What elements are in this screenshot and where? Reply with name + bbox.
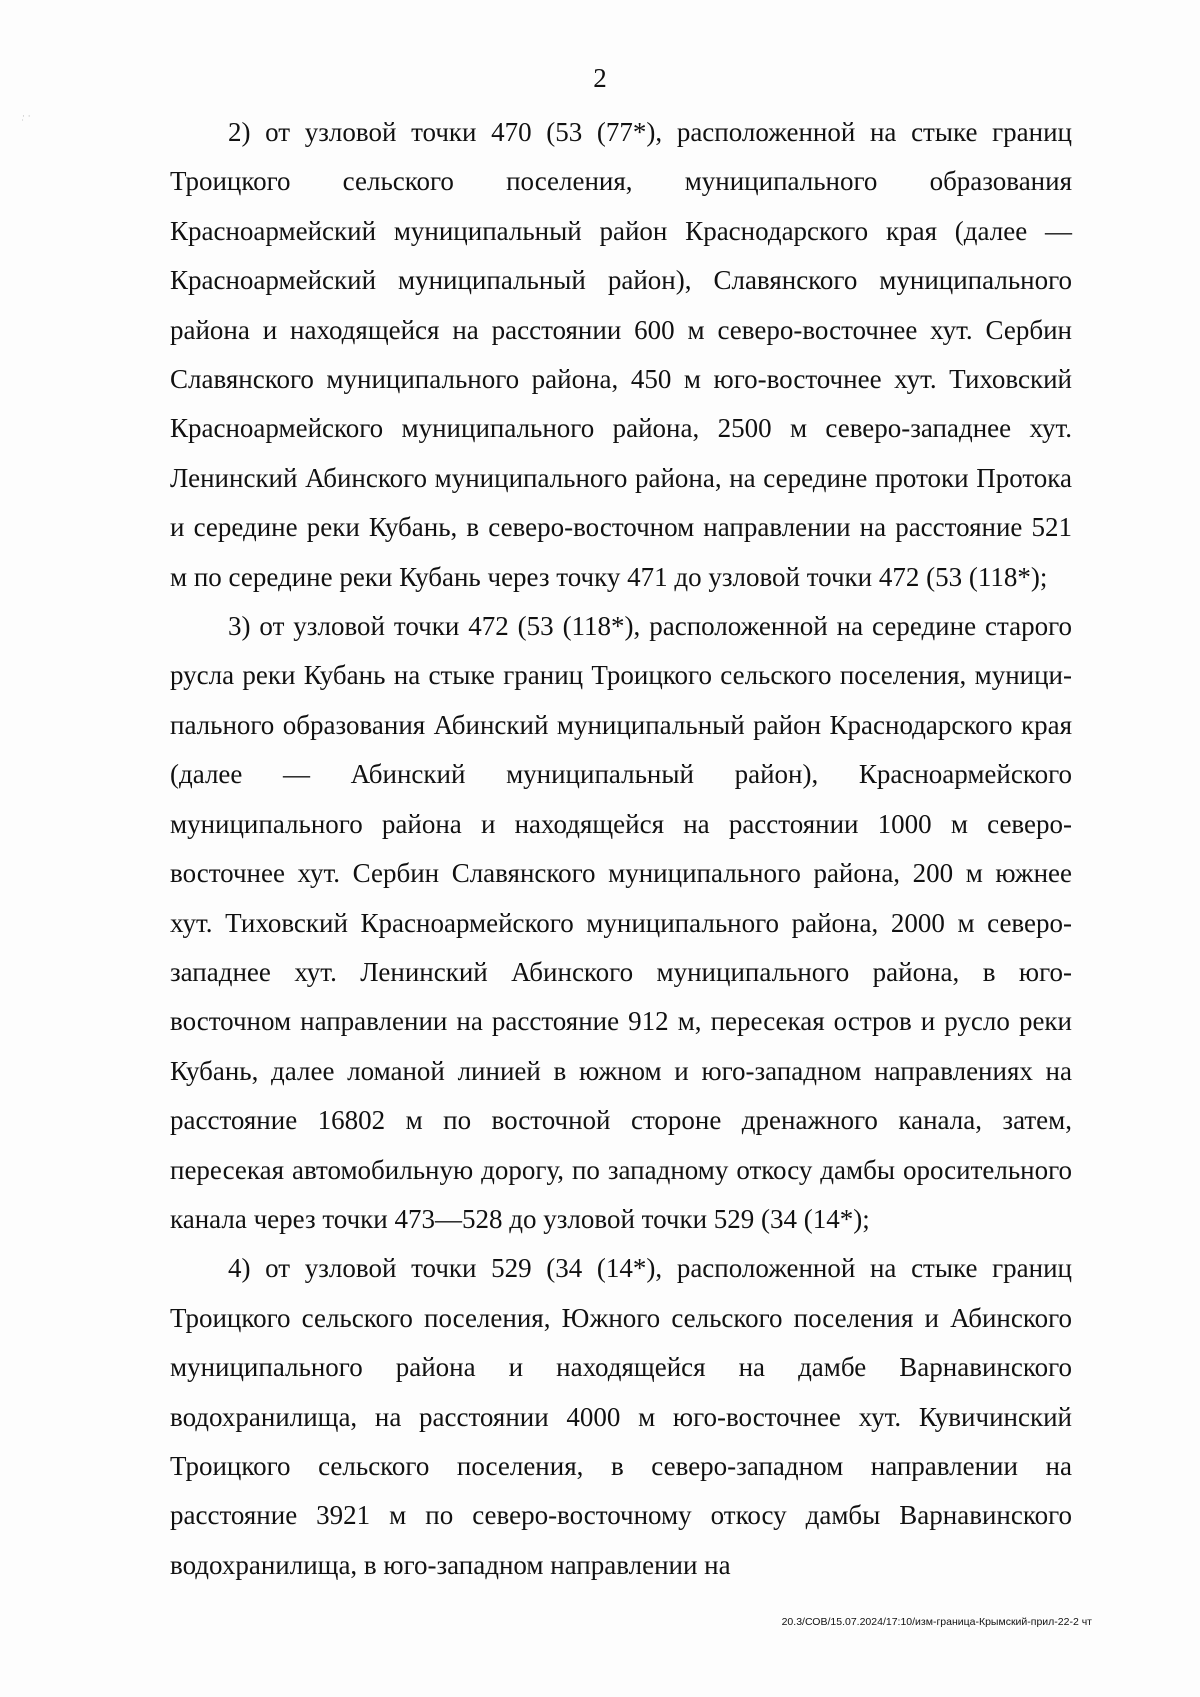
paragraph-item-2: 2) от узловой точки 470 (53 (77*), расположенной на стыке границ Троицкого сельского поселения, муниципального образования Красноармейский муниципальный район Краснодарского края (далее — Красноармейский муниципальный район), Славянского муниципального района и находящейся на расстоянии 600 м северо-восточнее хут. Сербин Славянского муниципального района, 450 м юго-восточнее хут. Тиховский Красноармейского муниципального района, 2500 м северо-западнее хут. Ленинский Абинского муниципального района, на середине протоки Протока и середине реки Кубань, в северо-восточном направлении на расстояние 521 м по середине реки Кубань через точку 471 до узловой точки 472 (53 (118*); xyxy=(170,117,1072,592)
scan-artifact: ·̣ · xyxy=(22,112,31,122)
document-body xyxy=(170,108,1072,1590)
paragraph-item-4: 4) от узловой точки 529 (34 (14*), расположенной на стыке границ Троицкого сельского поселения, Южного сельского поселения и Абинского муниципального района и находящейся на дамбе Варнавинского водохранилища, на расстоянии 4000 м юго-восточнее хут. Кувичинский Троицкого сельского поселения, в северо-западном направлении на расстояние 3921 м по северо-восточному откосу дамбы Варнавинского водохранилища, в юго-западном направлении на xyxy=(170,1253,1072,1580)
paragraph-item-3: 3) от узловой точки 472 (53 (118*), расположенной на середине старого русла реки Кубань на стыке границ Троицкого сельского поселения, муниципального образования Абинский муниципальный район Краснодарского края (далее — Абинский муниципальный район), Красноармейского муниципального района и находящейся на расстоянии 1000 м северо-восточнее хут. Сербин Славянского муниципального района, 200 м южнее хут. Тиховский Красноармейского муниципального района, 2000 м северо-западнее хут. Ленинский Абинского муниципального района, в юго-восточном направлении на расстояние 912 м, пересекая остров и русло реки Кубань, далее ломаной линией в южном и юго-западном направлениях на расстояние 16802 м по восточной стороне дренажного канала, затем, пересекая автомобильную дорогу, по западному откосу дамбы оросительного канала через точки 473—528 до узловой точки 529 (34 (14*); xyxy=(170,611,1072,1234)
page-number: 2 xyxy=(593,63,607,93)
document-footer-code: 20.3/СОВ/15.07.2024/17:10/изм-граница-Крымский-прил-22-2 чт xyxy=(781,1616,1092,1628)
